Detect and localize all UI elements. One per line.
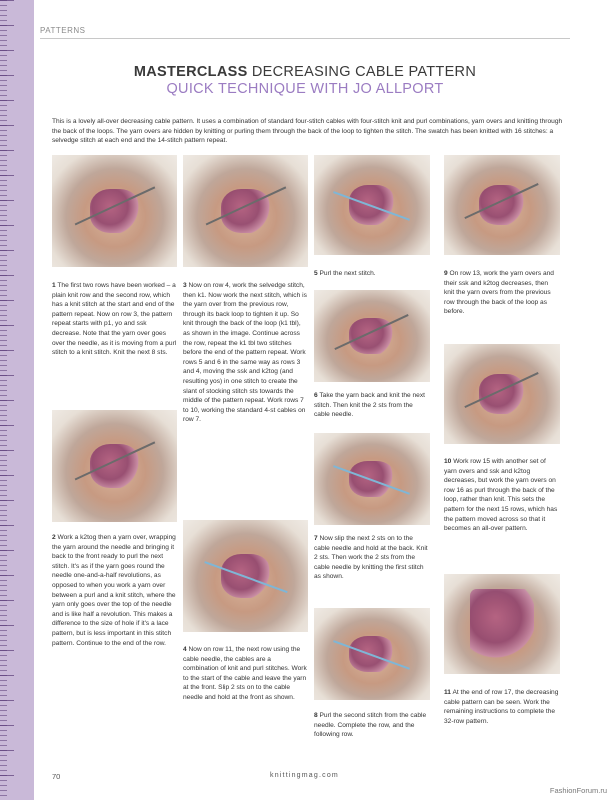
step-9-caption [444,269,560,317]
step-text: Now slip the next 2 sts on to the cable needle and hold at the back. Knit 2 sts. Then work the 2 sts from the cable needle by knitting the first stitch as shown. [314,535,428,581]
step-text: Work row 15 with another set of yarn overs and ssk and k2tog decreases, but work the yarn overs on row 16 as purl through the back of the loop, rather than knit. This sets the pattern for the next 15 rows, which has the pattern moved across so that it becomes an all-over pattern. [444,458,558,533]
step-number: 6 [314,392,318,399]
step-number: 8 [314,712,318,719]
ruler-ticks [0,0,14,800]
step-3-caption [183,281,308,425]
step-3-photo [183,155,308,267]
step-5-caption [314,269,430,279]
step-text: At the end of row 17, the decreasing cable pattern can be seen. Work the remaining instructions to complete the 32-row pattern. [444,689,559,725]
step-6-caption [314,391,430,420]
step-1-photo [52,155,177,267]
step-number: 7 [314,535,318,542]
step-5-photo [314,155,430,255]
step-4-photo [183,520,308,632]
step-text: On row 13, work the yarn overs and their ssk and k2tog decreases, then knit the yarn overs from the previous row through the back of the loop as before. [444,270,554,316]
page-number: 70 [52,772,61,781]
step-number: 5 [314,270,318,277]
step-text: Now on row 4, work the selvedge stitch, then k1. Now work the next stitch, which is the yarn over from the previous row, through its back loop to tighten it up. So knit through the back of the loop (k1 tbl), as shown in the image. Continue across the row, repeat the k1 tbl two stitches before the end of the pattern repeat. Work rows 5 and 6 in the same way as rows 3 and 4, moving the ssk and k2tog (and resulting yos) in one stitch to create the slant of stocking stitch sts towards the middle of the pattern repeat. Work rows 7 to 10, working the standard 4-st cables on row 7. [183,282,307,424]
step-7-caption [314,534,430,582]
step-10-caption [444,457,560,534]
title-bold: MASTERCLASS [133,64,248,80]
step-text: Take the yarn back and knit the next stitch. Then knit the 2 sts from the cable needle. [314,392,425,419]
footer-url: knittingmag.com [270,772,339,779]
step-11-caption [444,688,560,726]
side-ruler [0,0,34,800]
step-10-photo [444,344,560,444]
title-rest: DECREASING CABLE PATTERN [247,64,477,80]
step-number: 10 [444,458,452,465]
step-text: Purl the next stitch. [319,270,376,277]
step-4-caption [183,645,308,703]
step-number: 3 [183,282,187,289]
step-text: Now on row 11, the next row using the cable needle, the cables are a combination of knit and purl stitches. Work to the start of the cable and leave the yarn at the front. Slip 2 sts on to the cable needle and hold at the front as shown. [183,646,307,701]
step-number: 4 [183,646,187,653]
step-2-caption [52,533,177,648]
intro-paragraph: This is a lovely all-over decreasing cable pattern. It uses a combination of standard four-stitch cables with four-stitch knit and purl combinations, yarn overs and knitting through the back of the loops. The yarn overs are hidden by knitting or purling them through the back of the loop to tighten the stitch. The swatch has been knitted with 16 stitches: a selvedge stitch at each end and the 14-stitch pattern repeat. [52,118,563,145]
step-text: Work a k2tog then a yarn over, wrapping the yarn around the needle and bringing it back to the front ready to purl the next stitch. It's as if the yarn goes round the needle one-and-a-half revolutions, as opposed to when you work a yarn over between a purl and a knit stitch, where the yarn only goes over the top of the needle and is like half a revolution. This makes a difference to the size of hole if it's a lace pattern, but is less important in this stitch pattern. Continue to the end of the row. [52,534,176,647]
step-6-photo [314,290,430,382]
step-9-photo [444,155,560,255]
step-8-photo [314,608,430,700]
step-number: 11 [444,689,451,696]
step-number: 9 [444,270,448,277]
step-11-photo [444,574,560,674]
page-subtitle: QUICK TECHNIQUE WITH JO ALLPORT [166,81,444,97]
step-number: 2 [52,534,56,541]
step-text: The first two rows have been worked – a plain knit row and the second row, which has a knit stitch at the start and end of the pattern repeat. Now on row 3, the pattern repeat starts with p1, yo and ssk decrease. Note that the yarn over goes over the needle, as it is moving from a purl stitch to a knit stitch. Knit the next 8 sts. [52,282,177,357]
section-label: PATTERNS [40,26,570,39]
step-8-caption [314,711,430,740]
step-1-caption [52,281,177,358]
step-text: Purl the second stitch from the cable needle. Complete the row, and the following row. [314,712,427,739]
step-7-photo [314,433,430,525]
watermark: FashionForum.ru [549,786,607,795]
step-number: 1 [52,282,56,289]
page-title [40,64,570,80]
step-2-photo [52,410,177,522]
